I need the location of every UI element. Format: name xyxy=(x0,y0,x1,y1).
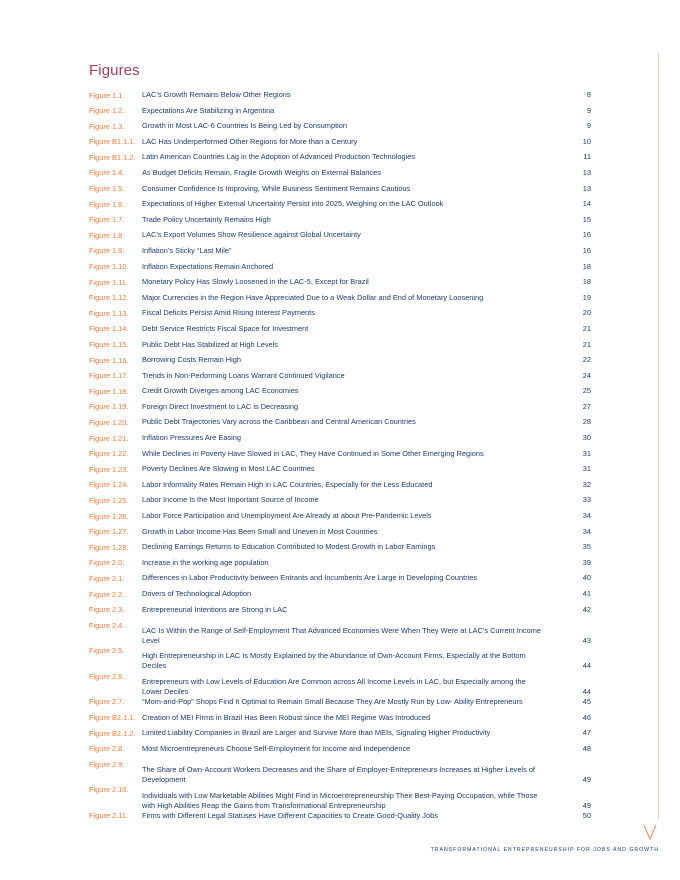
running-footer: TRANSFORMATIONAL ENTREPRENEURSHIP FOR JOBS AND GROWTH xyxy=(430,847,659,853)
figure-caption: Drivers of Technological Adoption xyxy=(142,589,252,598)
figure-number: Figure 1.2. xyxy=(89,106,125,116)
figure-caption: Growth in Most LAC-6 Countries Is Being Led by Consumption xyxy=(142,121,347,131)
figure-caption: Public Debt Has Stabilized at High Levels xyxy=(142,339,278,349)
figure-number: Figure 1.23. xyxy=(89,464,129,474)
figure-caption: Expectations Are Stabilizing in Argentina xyxy=(142,105,275,115)
figure-page-number: 46 xyxy=(582,712,591,722)
figure-number: Figure 1.26. xyxy=(89,511,129,521)
figure-page-number: 16 xyxy=(582,245,591,255)
figure-entry[interactable] xyxy=(89,324,591,340)
figure-entry[interactable] xyxy=(89,589,591,605)
figure-entry[interactable] xyxy=(89,495,591,511)
page-title: Figures xyxy=(89,62,140,79)
figure-entry[interactable] xyxy=(89,121,591,137)
figure-number: Figure 1.19. xyxy=(89,402,129,412)
chevron-down-icon xyxy=(643,824,657,840)
figure-caption: Growth in Labor Income Has Been Small and Uneven in Most Countries xyxy=(142,526,378,536)
figure-caption: Consumer Confidence Is Improving, While Business Sentiment Remains Cautious xyxy=(142,183,411,193)
figure-caption: Borrowing Costs Remain High xyxy=(142,355,241,365)
figure-number: Figure 1.7. xyxy=(89,215,125,225)
figure-page-number: 15 xyxy=(582,214,591,224)
figure-number: Figure 1.11. xyxy=(89,277,128,287)
figure-entry[interactable] xyxy=(89,646,591,672)
figure-entry[interactable] xyxy=(89,355,591,371)
figure-entry[interactable] xyxy=(89,728,591,744)
figures-list xyxy=(89,90,591,826)
figure-entry[interactable] xyxy=(89,759,591,785)
figure-caption: Limited Liability Companies in Brazil are Larger and Survive More than MEIs, Signaling Higher Productivity xyxy=(142,728,491,738)
figure-caption: Most Microentrepreneurs Choose Self-Employment for Income and Independence xyxy=(142,743,411,753)
figure-number: Figure 1.13. xyxy=(89,308,129,318)
figure-page-number: 8 xyxy=(586,90,591,99)
figure-page-number: 45 xyxy=(582,696,591,706)
figure-entry[interactable] xyxy=(89,527,591,543)
figure-caption: LAC Is Within the Range of Self-Employment That Advanced Economies Were When They Were at LAC’s Current Income Level xyxy=(142,625,542,645)
figure-number: Figure 2.1. xyxy=(89,573,125,583)
figure-number: Figure 1.24. xyxy=(89,480,129,490)
figure-number: Figure 2.3. xyxy=(89,605,125,615)
figure-entry[interactable] xyxy=(89,277,591,293)
figure-entry[interactable] xyxy=(89,511,591,527)
figure-caption: Creation of MEI Firms in Brazil Has Been Robust since the MEI Regime Was Introduced xyxy=(142,712,431,722)
figure-caption: Credit Growth Diverges among LAC Economies xyxy=(142,386,299,396)
figure-caption: Increase in the working age population xyxy=(142,557,269,567)
figure-page-number: 13 xyxy=(582,167,591,177)
figure-page-number: 31 xyxy=(582,464,591,474)
figure-page-number: 24 xyxy=(582,370,591,380)
figure-number: Figure 1.4. xyxy=(89,168,125,178)
figure-entry[interactable] xyxy=(89,230,591,246)
figure-page-number: 49 xyxy=(582,800,591,810)
figure-caption: Trends in Non-Performing Loans Warrant Continued Vigilance xyxy=(142,370,345,380)
figure-entry[interactable] xyxy=(89,697,591,713)
figure-number: Figure 2.9. xyxy=(89,759,125,769)
figure-caption: Expectations of Higher External Uncertainty Persist into 2025, Weighing on the LAC Outlook xyxy=(142,199,444,209)
figure-number: Figure 1.21. xyxy=(89,433,129,443)
figure-number: Figure 1.14. xyxy=(89,324,129,334)
figure-entry[interactable] xyxy=(89,90,591,106)
figure-caption: Public Debt Trajectories Vary across the Caribbean and Central American Countries xyxy=(142,417,416,427)
figure-page-number: 9 xyxy=(586,105,591,115)
figure-page-number: 19 xyxy=(582,292,591,302)
figure-caption: Declining Earnings Returns to Education Contributed to Modest Growth in Labor Earnings xyxy=(142,542,436,552)
figure-page-number: 49 xyxy=(582,774,591,784)
figure-entry[interactable] xyxy=(89,371,591,387)
figure-caption: The Share of Own-Account Workers Decreases and the Share of Employer-Entrepreneurs Increases at Higher Levels of Development xyxy=(142,764,535,784)
figure-caption: Major Currencies in the Region Have Appreciated Due to a Weak Dollar and End of Monetary Loosening xyxy=(142,292,484,302)
figure-caption: Labor Force Participation and Unemployment Are Already at about Pre-Pandemic Levels xyxy=(142,511,432,521)
figure-entry[interactable] xyxy=(89,199,591,215)
figure-number: Figure B2.1.1. xyxy=(89,713,136,723)
figure-number: Figure 1.17. xyxy=(89,371,129,381)
figure-entry[interactable] xyxy=(89,386,591,402)
figure-caption: “Mom-and-Pop” Shops Find It Optimal to Remain Small Because They Are Mostly Run by Low- Ability Entrepreneurs xyxy=(142,696,523,706)
figure-caption: Firms with Different Legal Statuses Have Different Capacities to Create Good-Quality Jobs xyxy=(142,810,438,820)
figure-caption: Differences in Labor Productivity between Entrants and Incumbents Are Large in Developing Countries xyxy=(142,573,478,583)
figure-entry[interactable] xyxy=(89,433,591,449)
figure-entry[interactable] xyxy=(89,558,591,574)
figure-page-number: 16 xyxy=(582,230,591,240)
figure-entry[interactable] xyxy=(89,620,591,646)
figure-number: Figure B1.1.1. xyxy=(89,137,136,147)
figure-page-number: 28 xyxy=(582,417,591,427)
figure-page-number: 48 xyxy=(582,743,591,753)
figure-number: Figure 1.3. xyxy=(89,121,125,131)
figure-number: Figure 1.25. xyxy=(89,495,129,505)
figure-page-number: 43 xyxy=(582,635,591,645)
figure-caption: Individuals with Low Marketable Abilities Might Find in Microentrepreneurship Their Best-Paying Occupation, while Those with High Abilities Reap the Gains from Transformational Entrepreneurship xyxy=(142,790,538,810)
figure-page-number: 47 xyxy=(582,728,591,738)
figure-number: Figure 1.12. xyxy=(89,293,129,303)
figure-page-number: 34 xyxy=(582,511,591,521)
figure-number: Figure 2.4. xyxy=(89,620,125,630)
figure-number: Figure 2.6. xyxy=(89,671,125,681)
figure-page-number: 21 xyxy=(582,323,591,333)
figure-number: Figure 1.1. xyxy=(89,90,125,100)
figure-caption: High Entrepreneurship in LAC Is Mostly Explained by the Abundance of Own-Account Firms, Especially at the Bottom Deciles xyxy=(142,651,526,671)
figure-entry[interactable] xyxy=(89,671,591,697)
figure-entry[interactable] xyxy=(89,152,591,168)
figure-entry[interactable] xyxy=(89,713,591,729)
figure-number: Figure 2.10. xyxy=(89,785,129,795)
figure-number: Figure B1.1.2. xyxy=(89,152,136,162)
figure-caption: LAC’s Growth Remains Below Other Regions xyxy=(142,90,291,99)
figure-page-number: 31 xyxy=(582,448,591,458)
figure-entry[interactable] xyxy=(89,573,591,589)
figure-page-number: 22 xyxy=(582,355,591,365)
figure-number: Figure 1.8. xyxy=(89,230,125,240)
figure-page-number: 35 xyxy=(582,542,591,552)
figure-number: Figure 2.11. xyxy=(89,811,128,821)
figure-number: Figure 2.2. xyxy=(89,589,125,599)
figure-entry[interactable] xyxy=(89,106,591,122)
figure-entry[interactable] xyxy=(89,168,591,184)
figure-number: Figure 1.28. xyxy=(89,542,129,552)
figure-entry[interactable] xyxy=(89,184,591,200)
figure-number: Figure B2.1.2. xyxy=(89,728,136,738)
figure-page-number: 32 xyxy=(582,479,591,489)
figure-number: Figure 1.15. xyxy=(89,340,129,349)
figure-page-number: 13 xyxy=(582,183,591,193)
figure-page-number: 41 xyxy=(582,589,591,598)
figure-number: Figure 1.6. xyxy=(89,199,125,209)
figure-page-number: 9 xyxy=(586,121,591,131)
figure-caption: Latin American Countries Lag in the Adoption of Advanced Production Technologies xyxy=(142,152,416,162)
figure-caption: Monetary Policy Has Slowly Loosened in the LAC-5, Except for Brazil xyxy=(142,277,369,287)
figure-entry[interactable] xyxy=(89,340,591,356)
figure-caption: Labor Informality Rates Remain High in LAC Countries, Especially for the Less Educated xyxy=(142,479,433,489)
figure-caption: LAC Has Underperformed Other Regions for More than a Century xyxy=(142,136,358,146)
figure-entry[interactable] xyxy=(89,542,591,558)
figure-caption: Debt Service Restricts Fiscal Space for Investment xyxy=(142,323,309,333)
figure-page-number: 18 xyxy=(582,261,591,271)
figure-caption: LAC’s Export Volumes Show Resilience against Global Uncertainty xyxy=(142,230,361,240)
figure-number: Figure 2.7. xyxy=(89,697,125,707)
figure-caption: Trade Policy Uncertainty Remains High xyxy=(142,214,271,224)
figure-page-number: 14 xyxy=(582,199,591,209)
figure-caption: Entrepreneurs with Low Levels of Education Are Common across All Income Levels in LAC, but Especially among the Lower Deciles xyxy=(142,676,526,696)
figure-page-number: 39 xyxy=(582,557,591,567)
figure-number: Figure 2.0. xyxy=(89,558,125,568)
figure-caption: Fiscal Deficits Persist Amid Rising Interest Payments xyxy=(142,308,315,318)
figure-entry[interactable] xyxy=(89,262,591,278)
figure-caption: Foreign Direct Investment to LAC is Decreasing xyxy=(142,401,299,411)
figure-caption: Inflation Pressures Are Easing xyxy=(142,433,242,443)
figure-page-number: 11 xyxy=(583,152,591,162)
figure-page-number: 40 xyxy=(582,573,591,583)
figure-page-number: 42 xyxy=(582,604,591,614)
figure-page-number: 44 xyxy=(582,661,591,671)
figure-entry[interactable] xyxy=(89,464,591,480)
figure-caption: While Declines in Poverty Have Slowed in LAC, They Have Continued in Some Other Emerging Regions xyxy=(142,448,484,458)
figure-entry[interactable] xyxy=(89,605,591,621)
figure-entry[interactable] xyxy=(89,811,591,827)
figure-entry[interactable] xyxy=(89,449,591,465)
figure-page-number: 25 xyxy=(582,386,591,396)
figure-page-number: 50 xyxy=(582,810,591,820)
figure-entry[interactable] xyxy=(89,785,591,811)
figure-entry[interactable] xyxy=(89,402,591,418)
figure-entry[interactable] xyxy=(89,308,591,324)
figure-caption: Inflation’s Sticky “Last Mile” xyxy=(142,245,232,255)
figure-caption: Labor Income Is the Most Important Source of Income xyxy=(142,495,319,505)
figure-page-number: 21 xyxy=(582,339,591,349)
figure-entry[interactable] xyxy=(89,744,591,760)
figure-number: Figure 1.16. xyxy=(89,355,129,365)
figure-page-number: 34 xyxy=(582,526,591,536)
figure-entry[interactable] xyxy=(89,293,591,309)
figure-caption: Entrepreneurial Intentions are Strong in LAC xyxy=(142,604,288,614)
figure-caption: Poverty Declines Are Slowing in Most LAC Countries xyxy=(142,464,315,474)
figure-entry[interactable] xyxy=(89,246,591,262)
figure-caption: Inflation Expectations Remain Anchored xyxy=(142,261,274,271)
figure-number: Figure 2.5. xyxy=(89,646,125,656)
figure-number: Figure 1.18. xyxy=(89,386,129,396)
figure-number: Figure 1.9. xyxy=(89,246,125,256)
figure-number: Figure 1.20. xyxy=(89,417,129,427)
figure-page-number: 33 xyxy=(582,495,591,505)
figure-number: Figure 2.8. xyxy=(89,744,125,754)
figure-page-number: 18 xyxy=(582,277,591,287)
figure-number: Figure 1.22. xyxy=(89,449,129,459)
figure-page-number: 44 xyxy=(582,686,591,696)
figure-page-number: 27 xyxy=(582,401,591,411)
figure-page-number: 30 xyxy=(582,433,591,443)
figure-number: Figure 1.10. xyxy=(89,262,129,272)
figure-caption: As Budget Deficits Remain, Fragile Growth Weighs on External Balances xyxy=(142,167,381,177)
figure-page-number: 10 xyxy=(582,136,591,146)
figure-entry[interactable] xyxy=(89,480,591,496)
figure-entry[interactable] xyxy=(89,137,591,153)
figure-number: Figure 1.5. xyxy=(89,184,125,194)
figure-page-number: 20 xyxy=(582,308,591,318)
figure-number: Figure 1.27. xyxy=(89,527,129,537)
figure-entry[interactable] xyxy=(89,215,591,231)
margin-rule xyxy=(658,52,659,820)
figure-entry[interactable] xyxy=(89,417,591,433)
